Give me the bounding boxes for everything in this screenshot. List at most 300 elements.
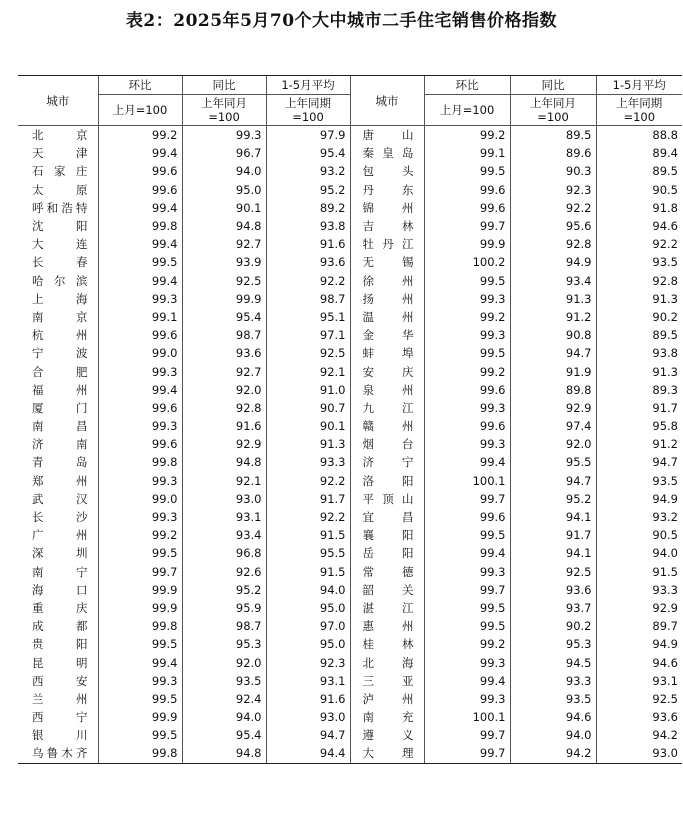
table-row <box>18 181 682 199</box>
city-cell-right: 牡丹江 <box>350 235 424 253</box>
table-row <box>18 381 682 399</box>
city-cell-left: 西安 <box>32 673 88 688</box>
table-row <box>18 308 682 326</box>
city-cell-right: 蚌埠 <box>350 344 424 362</box>
city-cell-left: 南宁 <box>32 564 88 579</box>
ytd-cell-right: 89.4 <box>596 144 682 162</box>
city-cell-left: 西宁 <box>32 710 88 725</box>
yoy-cell-left: 93.6 <box>182 344 266 362</box>
city-cell-left: 乌鲁木齐 <box>18 744 98 763</box>
ytd-cell-left: 90.1 <box>266 417 350 435</box>
table-row <box>18 708 682 726</box>
yoy-cell-left: 95.2 <box>182 581 266 599</box>
city-cell-right: 湛江 <box>350 599 424 617</box>
ytd-cell-left: 95.2 <box>266 181 350 199</box>
yoy-cell-left: 93.5 <box>182 672 266 690</box>
ytd-cell-right: 94.0 <box>596 544 682 562</box>
ytd-cell-left: 95.1 <box>266 308 350 326</box>
yoy-cell-left: 96.7 <box>182 144 266 162</box>
city-cell-right: 赣州 <box>350 417 424 435</box>
yoy-cell-left: 91.6 <box>182 417 266 435</box>
table-row <box>18 235 682 253</box>
ytd-cell-right: 91.7 <box>596 399 682 417</box>
ytd-cell-left: 93.2 <box>266 162 350 180</box>
table-row <box>18 653 682 671</box>
header-mom-base-right: 上月=100 <box>424 95 510 126</box>
yoy-cell-left: 93.9 <box>182 253 266 271</box>
header-mom-base-left: 上月=100 <box>98 95 182 126</box>
ytd-cell-right: 91.3 <box>596 362 682 380</box>
city-cell-right: 济宁 <box>350 453 424 471</box>
price-index-table <box>18 75 682 764</box>
header-yoy-left: 同比 <box>182 76 266 95</box>
table-row <box>18 581 682 599</box>
price-index-table-container <box>18 75 678 764</box>
city-cell-right: 常德 <box>350 563 424 581</box>
ytd-cell-left: 91.5 <box>266 563 350 581</box>
mom-cell-right: 99.3 <box>424 290 510 308</box>
mom-cell-right: 100.2 <box>424 253 510 271</box>
table-row <box>18 599 682 617</box>
yoy-cell-right: 94.7 <box>510 472 596 490</box>
yoy-base-line1: 上年同月 <box>201 96 247 110</box>
table-row <box>18 672 682 690</box>
yoy-cell-right: 97.4 <box>510 417 596 435</box>
mom-cell-right: 99.7 <box>424 581 510 599</box>
ytd-cell-right: 93.5 <box>596 253 682 271</box>
yoy-cell-left: 95.4 <box>182 308 266 326</box>
yoy-cell-right: 89.5 <box>510 126 596 145</box>
city-cell-left: 呼和浩特 <box>32 200 88 215</box>
city-cell-right: 秦皇岛 <box>350 144 424 162</box>
city-cell-right: 无锡 <box>350 253 424 271</box>
ytd-cell-right: 93.8 <box>596 344 682 362</box>
ytd-cell-left: 94.0 <box>266 581 350 599</box>
mom-cell-right: 99.4 <box>424 544 510 562</box>
ytd-cell-left: 97.1 <box>266 326 350 344</box>
mom-cell-left: 99.2 <box>98 126 182 145</box>
city-cell-right: 锦州 <box>350 199 424 217</box>
city-cell-left: 重庆 <box>32 600 88 615</box>
yoy-cell-right: 95.6 <box>510 217 596 235</box>
city-cell-left: 厦门 <box>32 400 88 415</box>
ytd-cell-right: 92.2 <box>596 235 682 253</box>
table-row <box>18 472 682 490</box>
city-cell-right: 温州 <box>350 308 424 326</box>
city-cell-right: 烟台 <box>350 435 424 453</box>
table-row <box>18 508 682 526</box>
ytd-cell-left: 92.2 <box>266 508 350 526</box>
ytd-cell-right: 90.2 <box>596 308 682 326</box>
mom-cell-left: 99.4 <box>98 272 182 290</box>
city-cell-right: 韶关 <box>350 581 424 599</box>
ytd-cell-left: 94.4 <box>266 744 350 763</box>
ytd-cell-right: 93.6 <box>596 708 682 726</box>
yoy-cell-right: 90.8 <box>510 326 596 344</box>
yoy-cell-left: 92.4 <box>182 690 266 708</box>
ytd-cell-right: 92.8 <box>596 272 682 290</box>
yoy-cell-right: 91.9 <box>510 362 596 380</box>
header-yoy-base-right <box>510 95 596 126</box>
ytd-cell-left: 95.5 <box>266 544 350 562</box>
mom-cell-left: 99.5 <box>98 690 182 708</box>
table-row <box>18 144 682 162</box>
ytd-cell-right: 94.9 <box>596 490 682 508</box>
city-cell-left: 济南 <box>32 437 88 452</box>
mom-cell-left: 99.3 <box>98 508 182 526</box>
mom-cell-left: 99.1 <box>98 308 182 326</box>
mom-cell-right: 99.5 <box>424 617 510 635</box>
ytd-cell-right: 93.0 <box>596 744 682 763</box>
table-row <box>18 526 682 544</box>
ytd-base-line2: =100 <box>292 110 324 124</box>
mom-cell-right: 99.6 <box>424 199 510 217</box>
yoy-cell-left: 93.0 <box>182 490 266 508</box>
header-ytd-base-right <box>596 95 682 126</box>
ytd-cell-left: 91.7 <box>266 490 350 508</box>
ytd-cell-left: 93.6 <box>266 253 350 271</box>
city-cell-right: 扬州 <box>350 290 424 308</box>
ytd-cell-left: 95.0 <box>266 635 350 653</box>
table-row <box>18 362 682 380</box>
yoy-cell-right: 94.7 <box>510 344 596 362</box>
table-title: 表2：2025年5月70个大中城市二手住宅销售价格指数 <box>125 11 558 31</box>
yoy-cell-right: 94.5 <box>510 653 596 671</box>
city-cell-left: 武汉 <box>32 491 88 506</box>
yoy-cell-left: 98.7 <box>182 617 266 635</box>
city-cell-left: 成都 <box>32 619 88 634</box>
yoy-cell-right: 91.3 <box>510 290 596 308</box>
ytd-cell-left: 89.2 <box>266 199 350 217</box>
city-cell-left: 大连 <box>32 237 88 252</box>
yoy-cell-right: 93.7 <box>510 599 596 617</box>
city-cell-right: 遵义 <box>350 726 424 744</box>
mom-cell-left: 99.8 <box>98 617 182 635</box>
mom-cell-left: 99.5 <box>98 253 182 271</box>
city-cell-left: 哈尔滨 <box>32 273 88 288</box>
mom-cell-left: 99.3 <box>98 472 182 490</box>
mom-cell-left: 99.4 <box>98 381 182 399</box>
yoy-cell-right: 94.1 <box>510 508 596 526</box>
mom-cell-right: 99.3 <box>424 435 510 453</box>
city-cell-left: 沈阳 <box>32 219 88 234</box>
header-yoy-base-left <box>182 95 266 126</box>
city-cell-right: 宜昌 <box>350 508 424 526</box>
table-row <box>18 344 682 362</box>
table-row <box>18 435 682 453</box>
ytd-cell-right: 94.7 <box>596 453 682 471</box>
yoy-cell-left: 94.0 <box>182 708 266 726</box>
city-cell-left: 福州 <box>32 382 88 397</box>
table-row <box>18 217 682 235</box>
yoy-cell-right: 91.2 <box>510 308 596 326</box>
table-row <box>18 199 682 217</box>
mom-cell-right: 99.7 <box>424 217 510 235</box>
yoy-cell-left: 93.1 <box>182 508 266 526</box>
mom-cell-left: 99.0 <box>98 490 182 508</box>
yoy-cell-left: 92.0 <box>182 381 266 399</box>
mom-cell-left: 99.9 <box>98 708 182 726</box>
mom-cell-right: 99.2 <box>424 635 510 653</box>
city-cell-left: 银川 <box>32 728 88 743</box>
ytd-cell-left: 95.0 <box>266 599 350 617</box>
mom-cell-right: 99.7 <box>424 726 510 744</box>
city-cell-left: 长春 <box>32 255 88 270</box>
table-row <box>18 690 682 708</box>
mom-cell-right: 99.5 <box>424 272 510 290</box>
table-row <box>18 544 682 562</box>
city-cell-right: 安庆 <box>350 362 424 380</box>
city-cell-left: 青岛 <box>32 455 88 470</box>
yoy-cell-right: 95.5 <box>510 453 596 471</box>
mom-cell-right: 100.1 <box>424 472 510 490</box>
city-cell-right: 洛阳 <box>350 472 424 490</box>
mom-cell-right: 99.3 <box>424 326 510 344</box>
city-cell-left: 长沙 <box>32 510 88 525</box>
ytd-cell-right: 90.5 <box>596 181 682 199</box>
mom-cell-left: 99.3 <box>98 672 182 690</box>
yoy-cell-right: 94.0 <box>510 726 596 744</box>
ytd-cell-right: 90.5 <box>596 526 682 544</box>
table-row <box>18 563 682 581</box>
ytd-cell-right: 94.6 <box>596 653 682 671</box>
city-cell-right: 北海 <box>350 653 424 671</box>
city-cell-left: 南昌 <box>32 419 88 434</box>
ytd-cell-right: 93.2 <box>596 508 682 526</box>
mom-cell-right: 99.5 <box>424 526 510 544</box>
ytd-cell-left: 93.0 <box>266 708 350 726</box>
city-cell-left: 海口 <box>32 582 88 597</box>
city-cell-right: 大理 <box>350 744 424 763</box>
yoy-cell-left: 93.4 <box>182 526 266 544</box>
header-mom-right: 环比 <box>424 76 510 95</box>
ytd-cell-right: 89.3 <box>596 381 682 399</box>
ytd-cell-left: 92.2 <box>266 272 350 290</box>
ytd-cell-right: 94.6 <box>596 217 682 235</box>
ytd-cell-right: 89.5 <box>596 326 682 344</box>
ytd-cell-left: 93.8 <box>266 217 350 235</box>
ytd-cell-right: 89.5 <box>596 162 682 180</box>
ytd-cell-left: 91.5 <box>266 526 350 544</box>
yoy-cell-left: 92.7 <box>182 362 266 380</box>
table-row <box>18 617 682 635</box>
city-cell-right: 平顶山 <box>350 490 424 508</box>
mom-cell-right: 99.3 <box>424 563 510 581</box>
city-cell-right: 唐山 <box>350 126 424 145</box>
mom-cell-left: 99.4 <box>98 144 182 162</box>
table-row <box>18 162 682 180</box>
yoy-cell-left: 98.7 <box>182 326 266 344</box>
yoy-cell-right: 92.0 <box>510 435 596 453</box>
city-cell-left: 太原 <box>32 182 88 197</box>
ytd-cell-right: 91.8 <box>596 199 682 217</box>
ytd-cell-left: 97.0 <box>266 617 350 635</box>
yoy-cell-right: 95.3 <box>510 635 596 653</box>
yoy-cell-left: 94.8 <box>182 744 266 763</box>
mom-cell-left: 99.6 <box>98 162 182 180</box>
city-cell-right: 岳阳 <box>350 544 424 562</box>
table-row <box>18 726 682 744</box>
yoy-base-line2: =100 <box>537 110 569 124</box>
city-cell-left: 石家庄 <box>32 164 88 179</box>
yoy-cell-right: 94.2 <box>510 744 596 763</box>
table-row <box>18 744 682 763</box>
city-cell-left: 南京 <box>32 309 88 324</box>
yoy-cell-right: 89.8 <box>510 381 596 399</box>
mom-cell-left: 99.3 <box>98 362 182 380</box>
city-cell-right: 丹东 <box>350 181 424 199</box>
mom-cell-right: 99.6 <box>424 181 510 199</box>
yoy-cell-left: 94.0 <box>182 162 266 180</box>
ytd-cell-left: 94.7 <box>266 726 350 744</box>
yoy-cell-left: 92.7 <box>182 235 266 253</box>
city-cell-right: 襄阳 <box>350 526 424 544</box>
mom-cell-left: 99.5 <box>98 726 182 744</box>
mom-cell-right: 99.6 <box>424 381 510 399</box>
table-header <box>18 76 682 126</box>
city-cell-left: 上海 <box>32 291 88 306</box>
yoy-cell-left: 92.8 <box>182 399 266 417</box>
mom-cell-left: 99.6 <box>98 399 182 417</box>
mom-cell-left: 99.8 <box>98 744 182 763</box>
city-cell-left: 合肥 <box>32 364 88 379</box>
yoy-cell-right: 95.2 <box>510 490 596 508</box>
city-cell-left: 杭州 <box>32 328 88 343</box>
city-cell-left: 宁波 <box>32 346 88 361</box>
mom-cell-left: 99.0 <box>98 344 182 362</box>
ytd-cell-left: 93.1 <box>266 672 350 690</box>
table-row <box>18 490 682 508</box>
mom-cell-left: 99.5 <box>98 635 182 653</box>
ytd-cell-right: 91.5 <box>596 563 682 581</box>
yoy-cell-left: 99.9 <box>182 290 266 308</box>
table-row <box>18 399 682 417</box>
table-body <box>18 126 682 764</box>
yoy-cell-right: 93.6 <box>510 581 596 599</box>
city-cell-left: 天津 <box>32 146 88 161</box>
yoy-cell-left: 92.6 <box>182 563 266 581</box>
yoy-cell-left: 92.0 <box>182 653 266 671</box>
mom-cell-left: 99.4 <box>98 235 182 253</box>
city-cell-right: 金华 <box>350 326 424 344</box>
mom-cell-right: 99.9 <box>424 235 510 253</box>
mom-cell-left: 99.9 <box>98 581 182 599</box>
city-cell-right: 吉林 <box>350 217 424 235</box>
yoy-base-line2: =100 <box>208 110 240 124</box>
ytd-cell-right: 93.3 <box>596 581 682 599</box>
city-cell-right: 泉州 <box>350 381 424 399</box>
header-mom-left: 环比 <box>98 76 182 95</box>
ytd-cell-right: 92.5 <box>596 690 682 708</box>
city-cell-left: 广州 <box>32 528 88 543</box>
ytd-cell-right: 88.8 <box>596 126 682 145</box>
ytd-base-line1: 上年同期 <box>616 96 663 110</box>
ytd-cell-left: 92.3 <box>266 653 350 671</box>
yoy-cell-right: 93.4 <box>510 272 596 290</box>
yoy-cell-right: 92.3 <box>510 181 596 199</box>
city-cell-right: 南充 <box>350 708 424 726</box>
yoy-cell-left: 92.9 <box>182 435 266 453</box>
yoy-cell-left: 99.3 <box>182 126 266 145</box>
table-row <box>18 253 682 271</box>
mom-cell-right: 99.7 <box>424 490 510 508</box>
ytd-cell-right: 93.5 <box>596 472 682 490</box>
ytd-cell-left: 92.1 <box>266 362 350 380</box>
city-cell-left: 贵阳 <box>32 637 88 652</box>
mom-cell-right: 99.3 <box>424 399 510 417</box>
yoy-cell-left: 90.1 <box>182 199 266 217</box>
mom-cell-right: 99.2 <box>424 126 510 145</box>
mom-cell-left: 99.6 <box>98 326 182 344</box>
mom-cell-right: 99.2 <box>424 362 510 380</box>
mom-cell-left: 99.3 <box>98 417 182 435</box>
yoy-cell-right: 94.9 <box>510 253 596 271</box>
mom-cell-left: 99.8 <box>98 217 182 235</box>
table-row <box>18 635 682 653</box>
ytd-cell-right: 91.2 <box>596 435 682 453</box>
city-cell-left: 昆明 <box>32 655 88 670</box>
mom-cell-left: 99.4 <box>98 199 182 217</box>
ytd-cell-left: 92.5 <box>266 344 350 362</box>
mom-cell-right: 99.5 <box>424 599 510 617</box>
mom-cell-right: 99.5 <box>424 344 510 362</box>
mom-cell-right: 99.3 <box>424 653 510 671</box>
yoy-cell-right: 90.2 <box>510 617 596 635</box>
mom-cell-right: 99.6 <box>424 508 510 526</box>
yoy-cell-left: 95.9 <box>182 599 266 617</box>
yoy-cell-right: 92.8 <box>510 235 596 253</box>
yoy-cell-left: 95.0 <box>182 181 266 199</box>
ytd-cell-left: 91.0 <box>266 381 350 399</box>
city-cell-right: 三亚 <box>350 672 424 690</box>
mom-cell-left: 99.7 <box>98 563 182 581</box>
yoy-cell-right: 92.5 <box>510 563 596 581</box>
yoy-cell-right: 94.6 <box>510 708 596 726</box>
ytd-cell-right: 89.7 <box>596 617 682 635</box>
mom-cell-left: 99.4 <box>98 653 182 671</box>
yoy-cell-right: 89.6 <box>510 144 596 162</box>
yoy-cell-right: 93.3 <box>510 672 596 690</box>
ytd-base-line1: 上年同期 <box>285 96 331 110</box>
ytd-cell-right: 91.3 <box>596 290 682 308</box>
header-ytd-right: 1-5月平均 <box>596 76 682 95</box>
yoy-cell-left: 95.4 <box>182 726 266 744</box>
city-cell-right: 九江 <box>350 399 424 417</box>
ytd-base-line2: =100 <box>623 110 656 124</box>
mom-cell-right: 99.6 <box>424 417 510 435</box>
yoy-cell-right: 94.1 <box>510 544 596 562</box>
mom-cell-right: 99.1 <box>424 144 510 162</box>
yoy-cell-right: 92.2 <box>510 199 596 217</box>
yoy-cell-left: 96.8 <box>182 544 266 562</box>
yoy-cell-right: 91.7 <box>510 526 596 544</box>
table-row <box>18 453 682 471</box>
mom-cell-left: 99.6 <box>98 435 182 453</box>
ytd-cell-left: 97.9 <box>266 126 350 145</box>
ytd-cell-left: 95.4 <box>266 144 350 162</box>
ytd-cell-right: 95.8 <box>596 417 682 435</box>
mom-cell-left: 99.6 <box>98 181 182 199</box>
header-ytd-left: 1-5月平均 <box>266 76 350 95</box>
city-cell-left: 深圳 <box>32 546 88 561</box>
table-row <box>18 417 682 435</box>
ytd-cell-right: 94.9 <box>596 635 682 653</box>
mom-cell-left: 99.5 <box>98 544 182 562</box>
city-cell-right: 桂林 <box>350 635 424 653</box>
mom-cell-right: 99.5 <box>424 162 510 180</box>
yoy-cell-left: 94.8 <box>182 217 266 235</box>
yoy-cell-left: 92.5 <box>182 272 266 290</box>
